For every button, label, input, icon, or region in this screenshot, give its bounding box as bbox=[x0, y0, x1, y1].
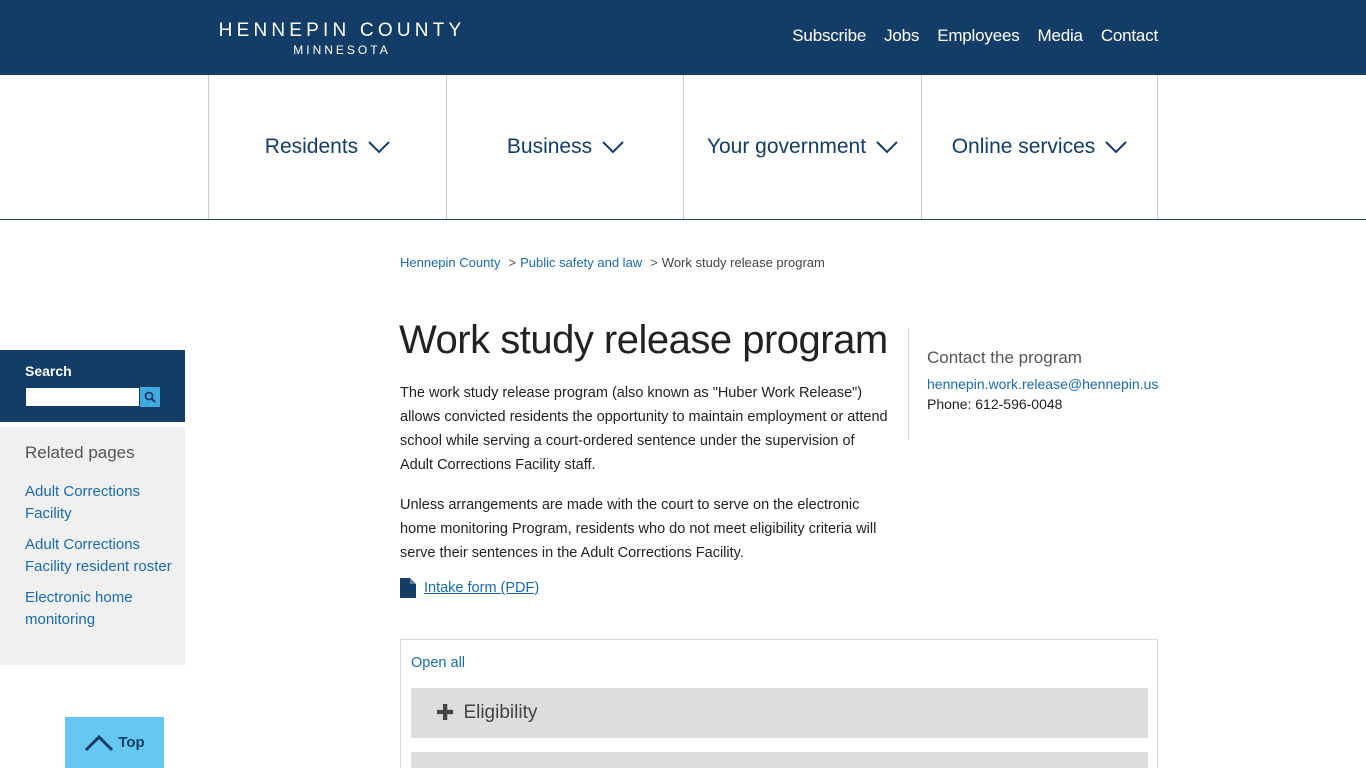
plus-icon: ✚ bbox=[436, 700, 455, 725]
search-input[interactable] bbox=[25, 387, 140, 407]
breadcrumb-separator: > bbox=[508, 255, 517, 270]
contact-email-link[interactable]: hennepin.work.release@hennepin.us bbox=[927, 376, 1159, 392]
list-item bbox=[25, 587, 180, 631]
related-pages bbox=[0, 427, 185, 665]
search-button[interactable] bbox=[140, 387, 160, 407]
nav-residents-label: Residents bbox=[264, 135, 359, 158]
logo-line-2: MINNESOTA bbox=[293, 43, 391, 57]
related-pages-title: Related pages bbox=[25, 443, 135, 462]
related-link-adult-corrections[interactable]: Adult Corrections Facility bbox=[25, 483, 141, 522]
chevron-down-icon bbox=[368, 140, 390, 154]
nav-residents[interactable] bbox=[208, 75, 446, 219]
contact-box bbox=[908, 328, 1158, 440]
breadcrumb-section[interactable]: Public safety and law bbox=[520, 255, 643, 270]
media-link[interactable]: Media bbox=[1037, 26, 1083, 45]
nav-your-government[interactable] bbox=[683, 75, 921, 219]
breadcrumb-current: Work study release program bbox=[661, 255, 825, 270]
accordion-item-eligibility[interactable] bbox=[411, 688, 1148, 738]
subscribe-link[interactable]: Subscribe bbox=[792, 26, 867, 45]
main-navigation bbox=[0, 75, 1366, 220]
top-header-bar bbox=[0, 0, 1366, 75]
contact-link[interactable]: Contact bbox=[1100, 26, 1158, 45]
intake-form-link[interactable]: Intake form (PDF) bbox=[424, 580, 540, 596]
breadcrumb-home[interactable]: Hennepin County bbox=[400, 255, 501, 270]
contact-phone: Phone: 612-596-0048 bbox=[927, 396, 1063, 412]
accordion-item[interactable] bbox=[411, 752, 1148, 768]
chevron-down-icon bbox=[876, 140, 898, 154]
nav-online-services[interactable] bbox=[921, 75, 1158, 219]
breadcrumb-separator: > bbox=[650, 255, 658, 270]
back-to-top-button[interactable] bbox=[65, 717, 164, 768]
chevron-down-icon bbox=[1105, 140, 1127, 154]
nav-your-government-label: Your government bbox=[706, 135, 867, 158]
list-item bbox=[25, 534, 180, 578]
intro-paragraph: The work study release program (also known as "Huber Work Release") allows convicted residents the opportunity to maintain employment or attend school while serving a court-ordered sentence under the supervision of Adult Corrections Facility staff. bbox=[400, 385, 888, 473]
eligibility-paragraph: Unless arrangements are made with the court to serve on the electronic home monitoring Program, residents who do not meet eligibility criteria will serve their sentences in the Adult Corrections Facility. bbox=[400, 497, 877, 561]
jobs-link[interactable]: Jobs bbox=[884, 26, 920, 45]
logo-line-1: HENNEPIN COUNTY bbox=[218, 20, 466, 41]
accordion bbox=[400, 639, 1158, 768]
search-label: Search bbox=[25, 363, 72, 379]
nav-business-label: Business bbox=[506, 135, 593, 158]
sidebar-search bbox=[0, 350, 185, 422]
breadcrumb bbox=[400, 255, 825, 270]
contact-title: Contact the program bbox=[927, 348, 1082, 367]
hennepin-county-logo[interactable] bbox=[211, 20, 473, 57]
related-link-resident-roster[interactable]: Adult Corrections Facility resident roster bbox=[25, 536, 172, 575]
chevron-up-icon bbox=[84, 734, 114, 752]
accordion-item-label: Eligibility bbox=[463, 702, 538, 723]
document-icon bbox=[400, 578, 416, 598]
employees-link[interactable]: Employees bbox=[937, 26, 1020, 45]
back-to-top-label: Top bbox=[118, 734, 145, 751]
page-title: Work study release program bbox=[399, 318, 888, 362]
nav-online-services-label: Online services bbox=[951, 135, 1096, 158]
open-all-link[interactable]: Open all bbox=[411, 655, 466, 671]
related-pages-list bbox=[25, 481, 180, 640]
utility-nav bbox=[774, 26, 1158, 46]
search-icon bbox=[144, 391, 156, 403]
nav-business[interactable] bbox=[446, 75, 684, 219]
chevron-down-icon bbox=[602, 140, 624, 154]
list-item bbox=[25, 481, 180, 525]
intake-form-link-row bbox=[400, 578, 539, 598]
related-link-electronic-monitoring[interactable]: Electronic home monitoring bbox=[25, 589, 133, 628]
